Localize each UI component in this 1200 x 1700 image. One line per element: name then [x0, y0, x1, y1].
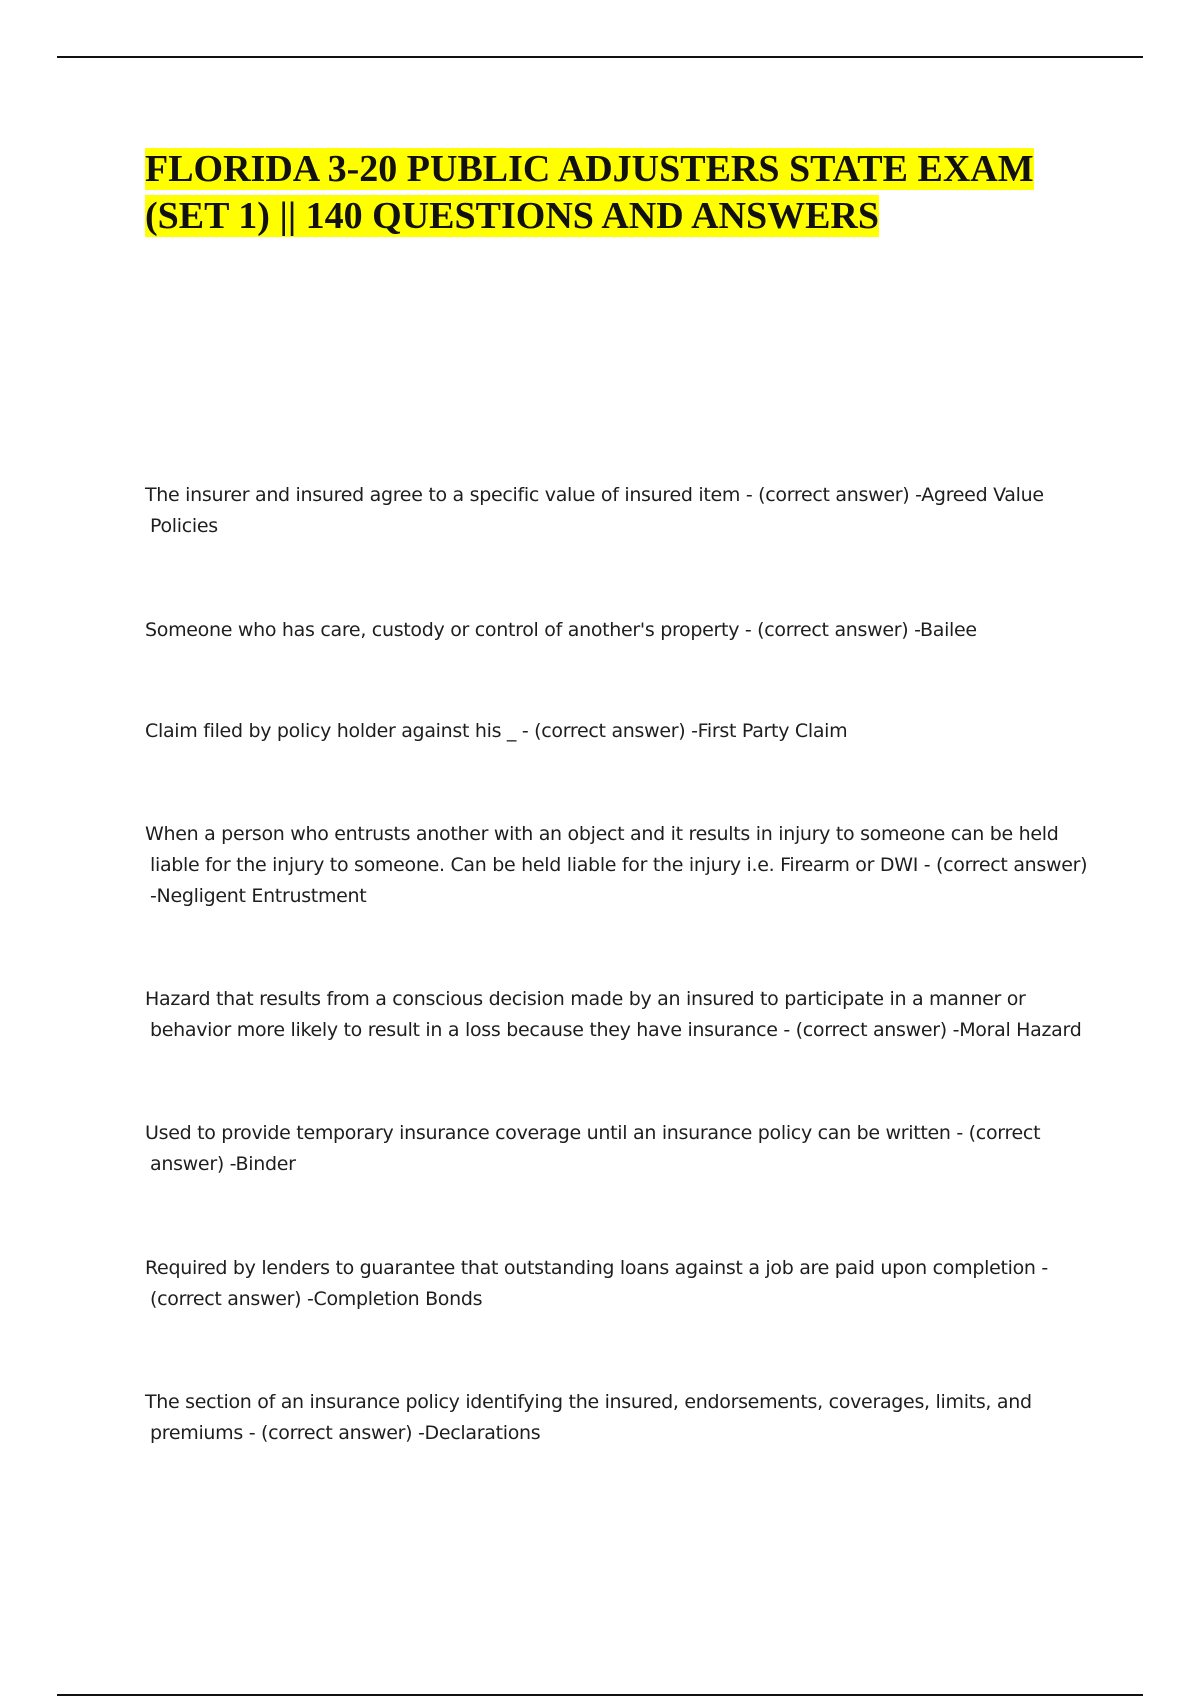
qa-line: The insurer and insured agree to a specific value of insured item - (correct answer) -Agreed Value	[145, 484, 1044, 506]
top-divider	[57, 56, 1143, 58]
title-line-text: FLORIDA 3-20 PUBLIC ADJUSTERS STATE EXAM	[145, 148, 1034, 190]
qa-line: premiums - (correct answer) -Declarations	[150, 1422, 541, 1444]
title-line	[145, 193, 1105, 240]
qa-line: When a person who entrusts another with an object and it results in injury to someone can be held	[145, 823, 1059, 845]
qa-line: Someone who has care, custody or control of another's property - (correct answer) -Bailee	[145, 619, 977, 641]
qa-line: Policies	[150, 515, 218, 537]
qa-entry-binder	[145, 1118, 1095, 1180]
qa-line: behavior more likely to result in a loss because they have insurance - (correct answer) -Moral Hazard	[150, 1019, 1082, 1041]
qa-entry-completion-bonds	[145, 1253, 1095, 1315]
qa-entry-declarations	[145, 1387, 1095, 1449]
document-title	[145, 146, 1105, 240]
qa-line: -Negligent Entrustment	[150, 885, 367, 907]
qa-line: Claim filed by policy holder against his _ - (correct answer) -First Party Claim	[145, 720, 848, 742]
qa-entry-negligent-entrustment	[145, 819, 1095, 912]
qa-entry-bailee	[145, 615, 1095, 646]
qa-line: The section of an insurance policy identifying the insured, endorsements, coverages, limits, and	[145, 1391, 1032, 1413]
qa-line: liable for the injury to someone. Can be held liable for the injury i.e. Firearm or DWI - (correct answer)	[150, 854, 1088, 876]
qa-entry-first-party-claim	[145, 716, 1095, 747]
bottom-divider	[57, 1694, 1143, 1696]
qa-line: Required by lenders to guarantee that outstanding loans against a job are paid upon completion -	[145, 1257, 1048, 1279]
title-line	[145, 146, 1105, 193]
qa-entry-agreed-value	[145, 480, 1095, 542]
title-line-text: (SET 1) || 140 QUESTIONS AND ANSWERS	[145, 195, 880, 237]
qa-entry-moral-hazard	[145, 984, 1095, 1046]
qa-line: Hazard that results from a conscious decision made by an insured to participate in a manner or	[145, 988, 1026, 1010]
qa-line: (correct answer) -Completion Bonds	[150, 1288, 483, 1310]
qa-line: answer) -Binder	[150, 1153, 296, 1175]
qa-line: Used to provide temporary insurance coverage until an insurance policy can be written - (correct	[145, 1122, 1041, 1144]
